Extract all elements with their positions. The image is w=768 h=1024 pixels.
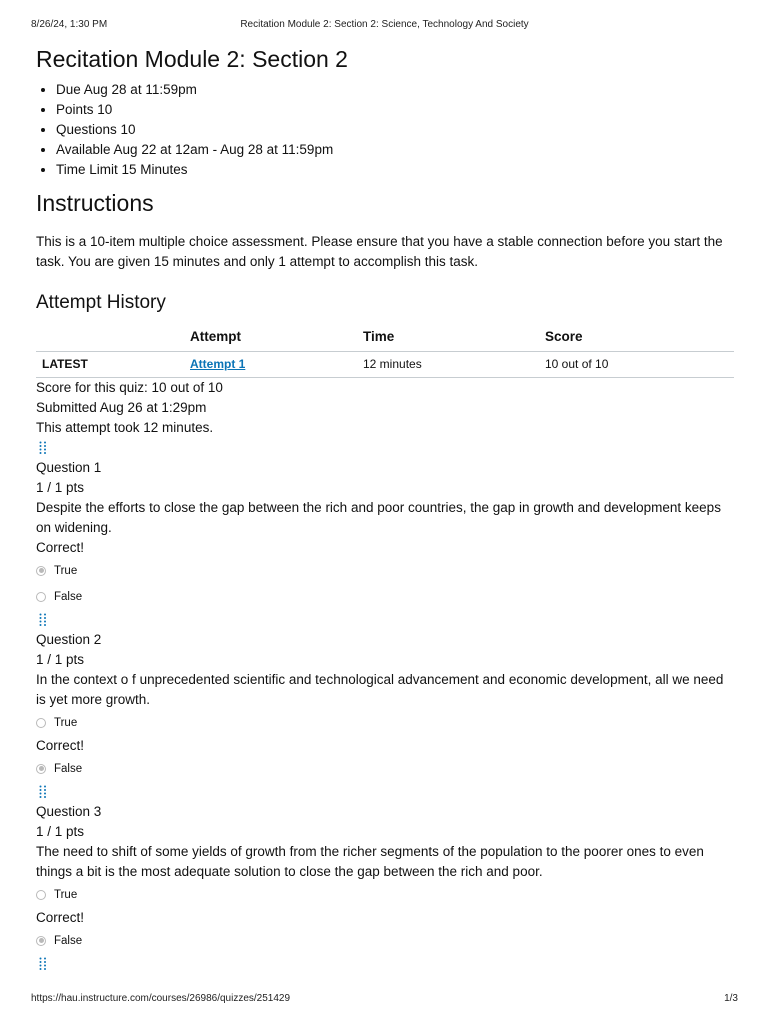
- drag-handle-icon[interactable]: [37, 610, 51, 630]
- quiz-title: Recitation Module 2: Section 2: [36, 46, 348, 72]
- question-text: The need to shift of some yields of growth from the richer segments of the population to the poorer ones to even things a bit is the most adequate solution to close the gap between the rich and poor.: [36, 843, 704, 879]
- question-2: [36, 610, 736, 782]
- table-row: [36, 351, 734, 377]
- attempt-1-link[interactable]: Attempt 1: [190, 357, 246, 371]
- page-number: 1/3: [724, 993, 738, 1004]
- submitted-time: Submitted Aug 26 at 1:29pm: [36, 399, 207, 415]
- question-points: 1 / 1 pts: [36, 479, 85, 495]
- drag-handle-icon[interactable]: [37, 782, 51, 802]
- print-title: Recitation Module 2: Section 2: Science, Technology And Society: [240, 19, 529, 30]
- latest-label: LATEST: [36, 351, 190, 377]
- question-points: 1 / 1 pts: [36, 823, 85, 839]
- question-3: [36, 782, 736, 974]
- radio-selected[interactable]: [36, 764, 46, 774]
- correct-label: Correct!: [36, 737, 85, 753]
- column-header-blank: [36, 323, 190, 351]
- radio-unselected[interactable]: [36, 592, 46, 602]
- quiz-content: [36, 44, 736, 974]
- print-header: [31, 19, 738, 33]
- question-title: Question 3: [36, 803, 102, 819]
- question-title: Question 1: [36, 459, 102, 475]
- correct-label: Correct!: [36, 909, 85, 925]
- answer-label: False: [54, 762, 83, 775]
- quiz-score: Score for this quiz: 10 out of 10: [36, 379, 223, 395]
- instructions-text: This is a 10-item multiple choice assessment. Please ensure that you have a stable connection before you start the task. You are given 15 minutes and only 1 attempt to accomplish this task.: [36, 234, 723, 269]
- detail-questions: • Questions 10: [56, 120, 736, 140]
- drag-handle-icon[interactable]: [37, 438, 51, 458]
- detail-points: • Points 10: [56, 100, 736, 120]
- question-title: Question 2: [36, 631, 102, 647]
- correct-label: Correct!: [36, 539, 85, 555]
- radio-unselected[interactable]: [36, 718, 46, 728]
- detail-due: • Due Aug 28 at 11:59pm: [56, 80, 736, 100]
- quiz-summary: [36, 378, 736, 438]
- answer-true[interactable]: [36, 710, 736, 736]
- answer-label: False: [54, 934, 83, 947]
- quiz-details: [56, 80, 736, 180]
- detail-time-limit: • Time Limit 15 Minutes: [56, 160, 736, 180]
- drag-handle-icon[interactable]: [37, 954, 51, 974]
- attempt-score: 10 out of 10: [545, 351, 734, 377]
- answer-label: True: [54, 564, 78, 577]
- answer-false[interactable]: [36, 756, 736, 782]
- print-date: 8/26/24, 1:30 PM: [31, 19, 108, 30]
- radio-unselected[interactable]: [36, 890, 46, 900]
- radio-selected[interactable]: [36, 936, 46, 946]
- print-footer: [31, 993, 738, 1007]
- answer-true[interactable]: [36, 558, 736, 584]
- attempt-history-table: [36, 323, 734, 378]
- attempt-duration: This attempt took 12 minutes.: [36, 419, 214, 435]
- answer-false[interactable]: [36, 928, 736, 954]
- question-text: In the context o f unprecedented scientific and technological advancement and economic development, all we need is yet more growth.: [36, 671, 724, 707]
- table-header-row: [36, 323, 734, 351]
- answer-label: True: [54, 716, 78, 729]
- question-1: [36, 438, 736, 610]
- instructions-heading: Instructions: [36, 190, 154, 216]
- question-points: 1 / 1 pts: [36, 651, 85, 667]
- radio-selected[interactable]: [36, 566, 46, 576]
- page-url: https://hau.instructure.com/courses/26986/quizzes/251429: [31, 993, 291, 1004]
- attempt-time: 12 minutes: [363, 351, 545, 377]
- column-header-score: Score: [545, 323, 734, 351]
- question-text: Despite the efforts to close the gap between the rich and poor countries, the gap in growth and development keeps on widening.: [36, 499, 721, 535]
- column-header-attempt: Attempt: [190, 323, 363, 351]
- answer-false[interactable]: [36, 584, 736, 610]
- detail-available: • Available Aug 22 at 12am - Aug 28 at 11:59pm: [56, 140, 736, 160]
- answer-label: True: [54, 888, 78, 901]
- answer-label: False: [54, 590, 83, 603]
- answer-true[interactable]: [36, 882, 736, 908]
- column-header-time: Time: [363, 323, 545, 351]
- attempt-history-heading: Attempt History: [36, 292, 166, 313]
